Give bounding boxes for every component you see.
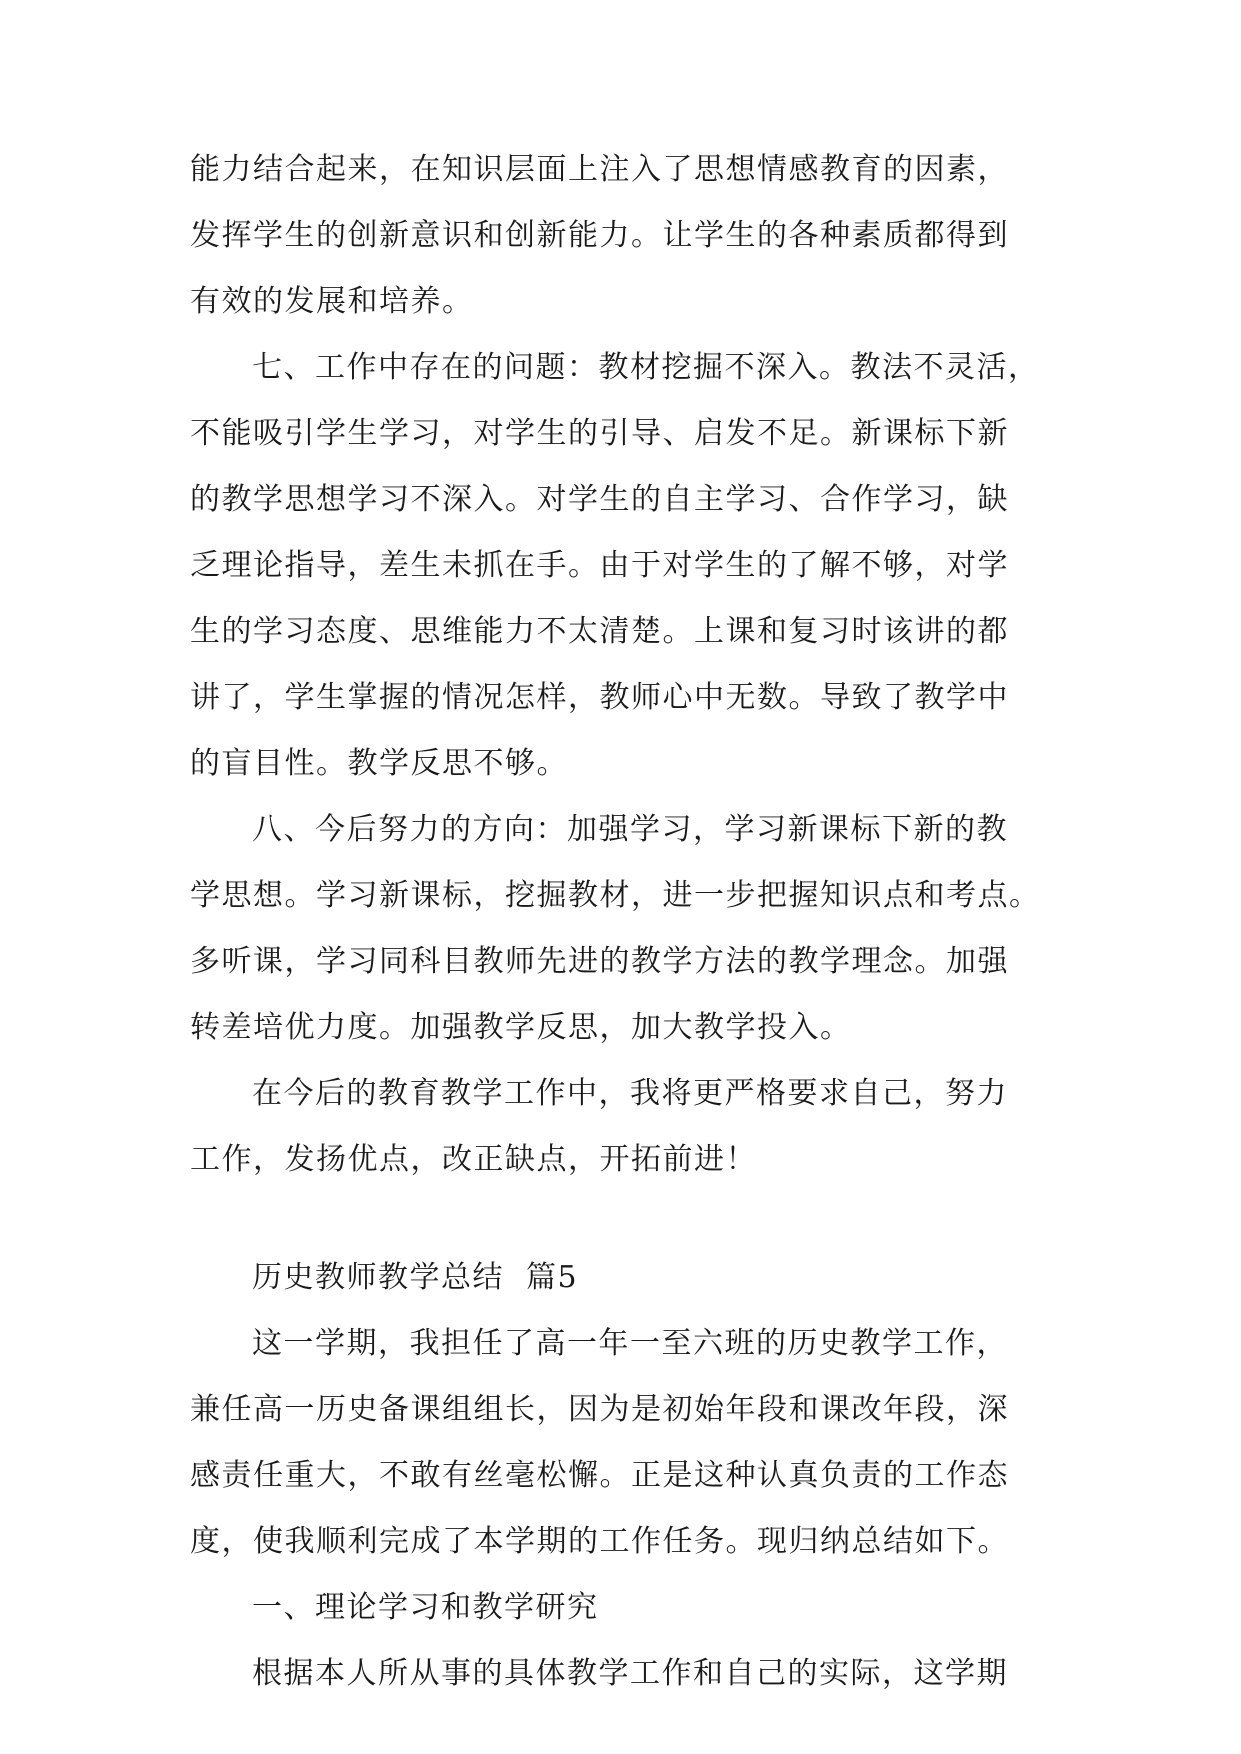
body-line: 兼任高一历史备课组组长，因为是初始年段和课改年段，深 bbox=[190, 1392, 1009, 1427]
body-line: 工作，发扬优点，改正缺点，开拓前进！ bbox=[190, 1142, 757, 1177]
body-line: 学思想。学习新课标，挖掘教材，进一步把握知识点和考点。 bbox=[190, 878, 1041, 913]
body-line: 能力结合起来，在知识层面上注入了思想情感教育的因素， bbox=[190, 152, 1009, 187]
paragraph-start-line: 根据本人所从事的具体教学工作和自己的实际，这学期 bbox=[252, 1656, 1008, 1691]
body-line: 不能吸引学生学习，对学生的引导、启发不足。新课标下新 bbox=[190, 416, 1009, 451]
body-line: 转差培优力度。加强教学反思，加大教学投入。 bbox=[190, 1010, 852, 1045]
body-line: 感责任重大，不敢有丝毫松懈。正是这种认真负责的工作态 bbox=[190, 1458, 1009, 1493]
body-line: 讲了，学生掌握的情况怎样，教师心中无数。导致了教学中 bbox=[190, 680, 1009, 715]
body-line: 度，使我顺利完成了本学期的工作任务。现归纳总结如下。 bbox=[190, 1524, 1009, 1559]
section-heading-title: 历史教师教学总结 bbox=[252, 1260, 504, 1295]
body-line: 乏理论指导，差生未抓在手。由于对学生的了解不够，对学 bbox=[190, 548, 1009, 583]
body-line: 生的学习态度、思维能力不太清楚。上课和复习时该讲的都 bbox=[190, 614, 1009, 649]
paragraph-start-line: 八、今后努力的方向：加强学习，学习新课标下新的教 bbox=[252, 812, 1008, 847]
paragraph-start-line: 在今后的教育教学工作中，我将更严格要求自己，努力 bbox=[252, 1076, 1008, 1111]
body-line: 有效的发展和培养。 bbox=[190, 284, 474, 319]
paragraph-start-line: 这一学期，我担任了高一年一至六班的历史教学工作， bbox=[252, 1326, 1008, 1361]
section-heading-label: 篇5 bbox=[526, 1260, 579, 1295]
section-heading bbox=[252, 1252, 578, 1304]
paragraph-start-line: 七、工作中存在的问题：教材挖掘不深入。教法不灵活， bbox=[252, 350, 1040, 385]
body-line: 发挥学生的创新意识和创新能力。让学生的各种素质都得到 bbox=[190, 218, 1009, 253]
subsection-heading: 一、理论学习和教学研究 bbox=[252, 1590, 599, 1625]
body-line: 的盲目性。教学反思不够。 bbox=[190, 746, 568, 781]
body-line: 多听课，学习同科目教师先进的教学方法的教学理念。加强 bbox=[190, 944, 1009, 979]
body-line: 的教学思想学习不深入。对学生的自主学习、合作学习，缺 bbox=[190, 482, 1009, 517]
